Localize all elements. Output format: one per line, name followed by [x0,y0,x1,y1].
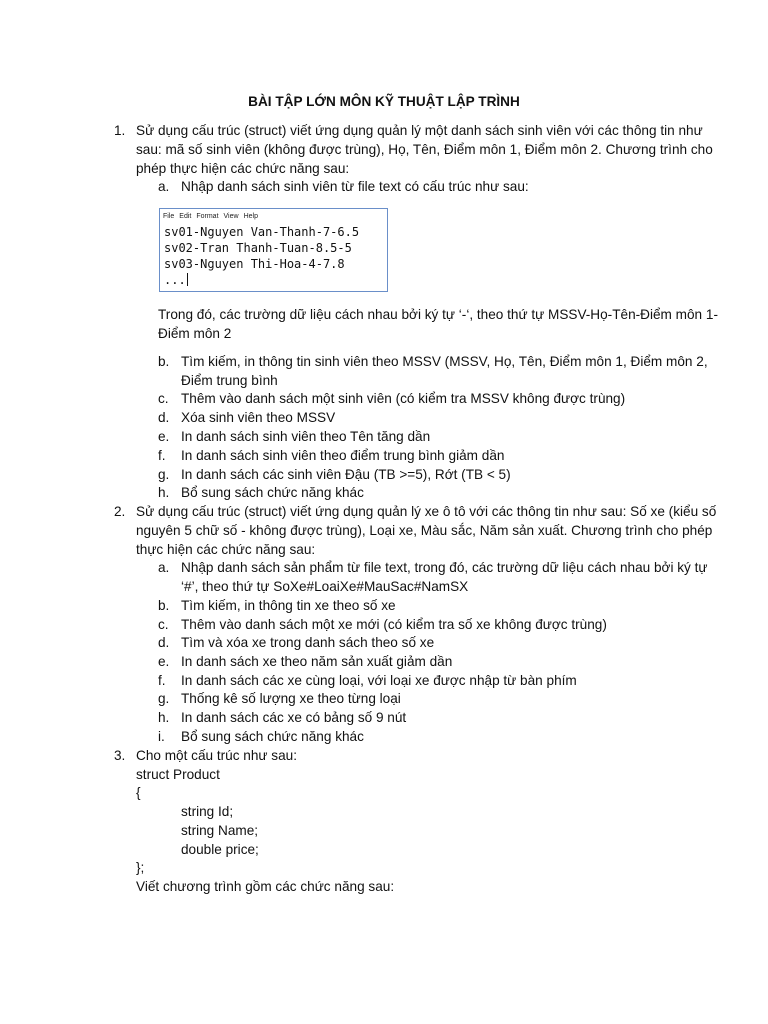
q2-item-text: Thêm vào danh sách một xe mới (có kiểm tra số xe không được trùng) [181,617,607,632]
q2-item-text: In danh sách xe theo năm sản xuất giảm dần [181,654,453,669]
q1-item-marker: c. [158,391,169,406]
q2-text-line: thực hiện các chức năng sau: [136,542,316,557]
code-field: string Name; [181,823,259,838]
q1-text-line: phép thực hiện các chức năng sau: [136,161,350,176]
q1-note-line: Điểm môn 2 [158,326,232,341]
q1-item-marker: a. [158,179,170,194]
q2-item-marker: c. [158,617,169,632]
q2-item-text: In danh sách các xe cùng loại, với loại xe được nhập từ bàn phím [181,673,577,688]
q2-text-line: Sử dụng cấu trúc (struct) viết ứng dụng quản lý xe ô tô với các thông tin như sau: Số xe (kiểu số [136,504,717,519]
q2-item-text: Tìm kiếm, in thông tin xe theo số xe [181,598,396,613]
code-struct-declaration: struct Product [136,767,220,782]
q2-item-text: Tìm và xóa xe trong danh sách theo số xe [181,635,435,650]
q3-number: 3. [114,748,126,763]
q2-text-line: nguyên 5 chữ số - không được trùng), Loại xe, Màu sắc, Năm sản xuất. Chương trình cho phép [136,523,713,538]
q2-item-marker: a. [158,560,170,575]
q2-item-text: Bổ sung sách chức năng khác [181,729,364,744]
q1-item-text: In danh sách sinh viên theo Tên tăng dần [181,429,431,444]
notepad-text-line: sv01-Nguyen Van-Thanh-7-6.5 [164,225,360,239]
q2-item-marker: g. [158,691,170,706]
q1-item-text: Bổ sung sách chức năng khác [181,485,364,500]
q2-item-text: Thống kê số lượng xe theo từng loại [181,691,401,706]
notepad-menu-format: Format [196,213,219,220]
q1-item-text: Nhập danh sách sinh viên từ file text có cấu trúc như sau: [181,179,529,194]
q2-item-marker: f. [158,673,166,688]
q1-item-marker: d. [158,410,170,425]
text-caret [187,273,188,286]
q1-text-line: Sử dụng cấu trúc (struct) viết ứng dụng quản lý một danh sách sinh viên với các thông tin như [136,123,703,138]
q1-item-text: In danh sách các sinh viên Đậu (TB >=5), Rớt (TB < 5) [181,467,511,482]
notepad-screenshot [159,208,388,292]
notepad-ellipsis: ... [164,273,186,287]
q1-note-line: Trong đó, các trường dữ liệu cách nhau bởi ký tự ‘-‘, theo thứ tự MSSV-Họ-Tên-Điểm môn 1- [158,307,718,322]
code-close-brace: }; [136,860,145,875]
notepad-menu-help: Help [243,213,258,220]
code-open-brace: { [136,785,141,800]
q1-item-marker: e. [158,429,170,444]
q2-number: 2. [114,504,126,519]
q2-item-text: Nhập danh sách sản phẩm từ file text, trong đó, các trường dữ liệu cách nhau bởi ký tự [181,560,708,575]
q1-item-text: Điểm trung bình [181,373,278,388]
q2-item-marker: h. [158,710,170,725]
notepad-menu-bar [163,212,263,221]
q2-item-marker: d. [158,635,170,650]
q3-outro: Viết chương trình gồm các chức năng sau: [136,879,395,894]
code-field: string Id; [181,804,234,819]
q1-item-text: Thêm vào danh sách một sinh viên (có kiểm tra MSSV không được trùng) [181,391,626,406]
q2-item-text: ‘#’, theo thứ tự SoXe#LoaiXe#MauSac#NamSX [181,579,469,594]
q1-text-line: sau: mã số sinh viên (không được trùng), Họ, Tên, Điểm môn 1, Điểm môn 2. Chương trình cho [136,142,713,157]
q2-item-marker: b. [158,598,170,613]
code-field: double price; [181,842,259,857]
q1-number: 1. [114,123,126,138]
q1-item-text: Xóa sinh viên theo MSSV [181,410,336,425]
q2-item-marker: i. [158,729,165,744]
q1-item-marker: f. [158,448,166,463]
notepad-menu-edit: Edit [179,213,192,220]
q1-item-text: Tìm kiếm, in thông tin sinh viên theo MSSV (MSSV, Họ, Tên, Điểm môn 1, Điểm môn 2, [181,354,708,369]
notepad-last-line [164,272,188,288]
notepad-menu-file: File [163,213,175,220]
q2-item-text: In danh sách các xe có bảng số 9 nút [181,710,407,725]
q1-item-marker: h. [158,485,170,500]
notepad-text-line: sv02-Tran Thanh-Tuan-8.5-5 [164,241,352,255]
q2-item-marker: e. [158,654,170,669]
document-title: BÀI TẬP LỚN MÔN KỸ THUẬT LẬP TRÌNH [248,94,520,109]
q1-item-text: In danh sách sinh viên theo điểm trung bình giảm dần [181,448,505,463]
notepad-text-line: sv03-Nguyen Thi-Hoa-4-7.8 [164,257,345,271]
q3-intro: Cho một cấu trúc như sau: [136,748,297,763]
q1-item-marker: b. [158,354,170,369]
notepad-menu-view: View [223,213,239,220]
q1-item-marker: g. [158,467,170,482]
